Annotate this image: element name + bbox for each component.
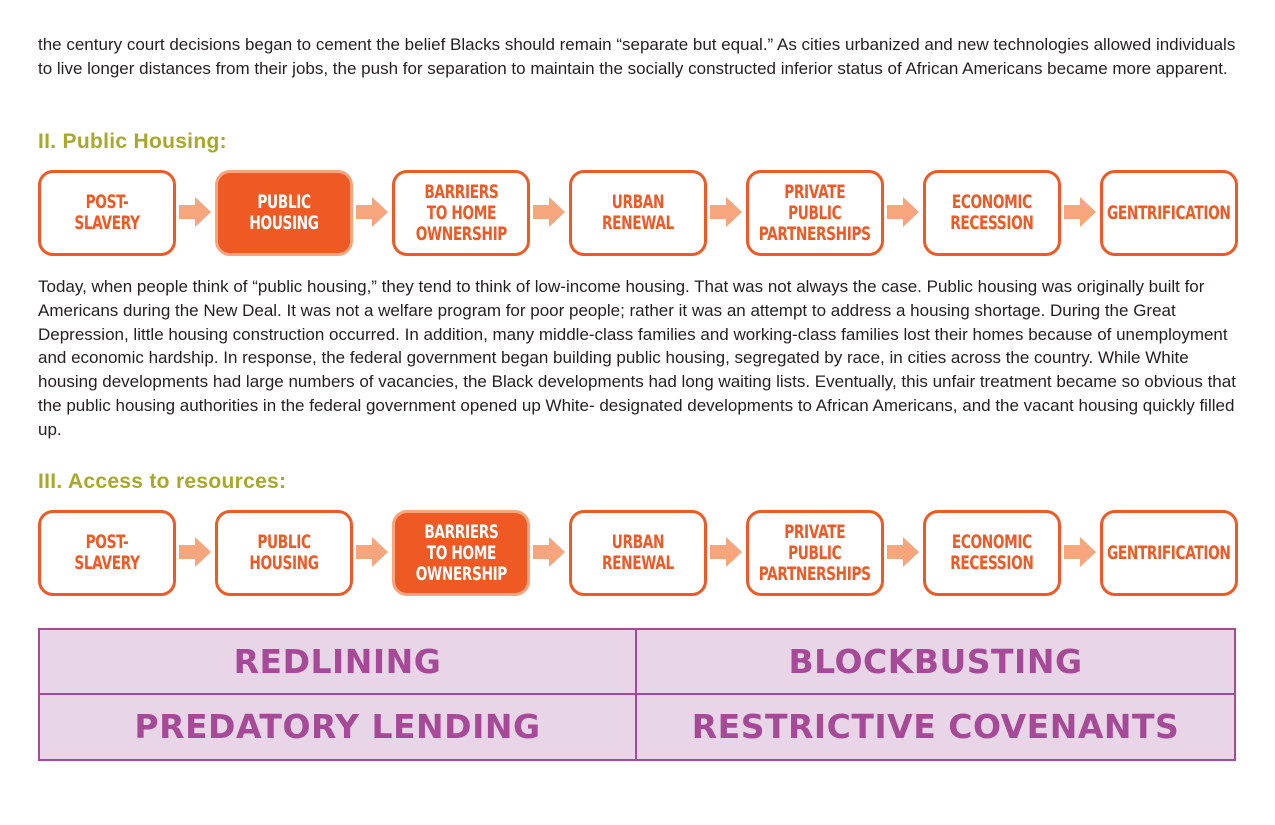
flow-step-label: POST-SLAVERY xyxy=(74,191,140,234)
flow-step-label: ECONOMIC RECESSION xyxy=(950,531,1034,574)
flow-step-gentrification xyxy=(1100,170,1238,256)
arrow-right-icon xyxy=(356,197,388,227)
flow-step-post-slavery xyxy=(38,170,176,256)
arrow-right-icon xyxy=(710,537,742,567)
arrow-right-icon xyxy=(179,197,211,227)
flow-step-urban-renewal xyxy=(569,170,707,256)
housing-timeline-flow xyxy=(38,170,1238,256)
arrow-right-icon xyxy=(533,537,565,567)
flow-step-private-public-partnerships xyxy=(746,510,884,596)
resource-cell-blockbusting: BLOCKBUSTING xyxy=(637,630,1234,695)
section-heading-access-to-resources: III. Access to resources: xyxy=(38,470,287,493)
arrow-right-icon xyxy=(356,537,388,567)
arrow-right-icon xyxy=(887,197,919,227)
flow-step-barriers-to-home-ownership xyxy=(392,510,530,596)
flow-step-label: URBAN RENEWAL xyxy=(602,531,674,574)
flow-step-private-public-partnerships xyxy=(746,170,884,256)
resource-cell-redlining: REDLINING xyxy=(40,630,637,695)
flow-step-barriers-to-home-ownership xyxy=(392,170,530,256)
resource-cell-predatory-lending: PREDATORY LENDING xyxy=(40,695,637,760)
public-housing-paragraph: Today, when people think of “public housing,” they tend to think of low-income housing. That was not always the case. Public housing was originally built for Americans during the New Deal. It was not a welfare program for poor people; rather it was an attempt to address a housing shortage. During the Great Depression, little housing construction occurred. In addition, many middle-class families and working-class families lost their homes because of unemployment and economic hardship. In response, the federal government began building public housing, segregated by race, in cities across the country. While White housing developments had large numbers of vacancies, the Black developments had long waiting lists. Eventually, this unfair treatment became so obvious that the public housing authorities in the federal government opened up White- designated developments to African Americans, and the vacant housing quickly filled up. xyxy=(38,277,1236,439)
flow-step-label: ECONOMIC RECESSION xyxy=(950,191,1034,234)
flow-step-label: URBAN RENEWAL xyxy=(602,191,674,234)
arrow-right-icon xyxy=(533,197,565,227)
flow-step-public-housing xyxy=(215,510,353,596)
flow-step-label: GENTRIFICATION xyxy=(1107,541,1231,564)
flow-step-label: POST-SLAVERY xyxy=(74,531,140,574)
section-heading-public-housing: II. Public Housing: xyxy=(38,130,227,153)
flow-step-label: PRIVATE PUBLIC PARTNERSHIPS xyxy=(759,520,871,585)
flow-step-post-slavery xyxy=(38,510,176,596)
resources-timeline-flow xyxy=(38,510,1238,596)
arrow-right-icon xyxy=(710,197,742,227)
arrow-right-icon xyxy=(1064,197,1096,227)
arrow-right-icon xyxy=(887,537,919,567)
flow-step-economic-recession xyxy=(923,170,1061,256)
intro-paragraph: the century court decisions began to cement the belief Blacks should remain “separate but equal.” As cities urbanized and new technologies allowed individuals to live longer distances from their jobs, the push for separation to maintain the socially constructed inferior status of African Americans became more apparent. xyxy=(38,35,1236,78)
flow-step-urban-renewal xyxy=(569,510,707,596)
flow-step-label: PRIVATE PUBLIC PARTNERSHIPS xyxy=(759,180,871,245)
flow-step-economic-recession xyxy=(923,510,1061,596)
arrow-right-icon xyxy=(1064,537,1096,567)
resource-barriers-grid xyxy=(38,628,1236,761)
flow-step-public-housing xyxy=(215,170,353,256)
flow-step-gentrification xyxy=(1100,510,1238,596)
arrow-right-icon xyxy=(179,537,211,567)
flow-step-label: BARRIERS TO HOME OWNERSHIP xyxy=(415,520,507,585)
resource-cell-restrictive-covenants: RESTRICTIVE COVENANTS xyxy=(691,707,1180,747)
flow-step-label: PUBLIC HOUSING xyxy=(249,191,319,234)
flow-step-label: GENTRIFICATION xyxy=(1107,201,1231,224)
flow-step-label: PUBLIC HOUSING xyxy=(249,531,319,574)
flow-step-label: BARRIERS TO HOME OWNERSHIP xyxy=(415,180,507,245)
